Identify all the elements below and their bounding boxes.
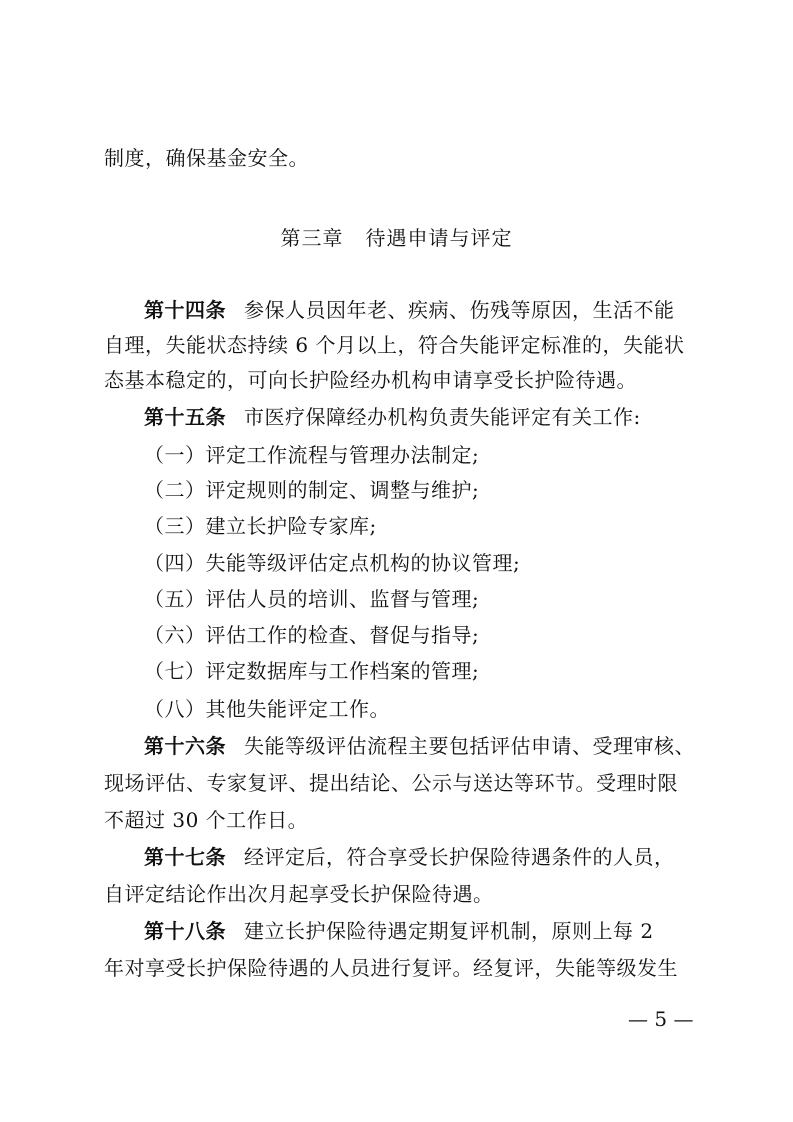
article-label: 第十七条 bbox=[144, 845, 226, 869]
text-line: 年对享受长护保险待遇的人员进行复评。经复评，失能等级发生 bbox=[104, 956, 678, 980]
page-number: — 5 — bbox=[628, 1007, 694, 1031]
list-item: （一）评定工作流程与管理办法制定; bbox=[144, 443, 480, 467]
chapter-heading bbox=[0, 226, 793, 250]
text-line: 制度，确保基金安全。 bbox=[104, 146, 309, 170]
list-item: （五）评估人员的培训、监督与管理; bbox=[144, 587, 480, 611]
list-item: （八）其他失能评定工作。 bbox=[144, 697, 390, 721]
list-item: （三）建立长护险专家库; bbox=[144, 514, 377, 538]
article-18 bbox=[144, 919, 654, 943]
article-text: 市医疗保障经办机构负责失能评定有关工作: bbox=[244, 405, 641, 429]
list-item: （四）失能等级评估定点机构的协议管理; bbox=[144, 551, 521, 575]
text-line: 现场评估、专家复评、提出结论、公示与送达等环节。受理时限 bbox=[104, 771, 678, 795]
article-15 bbox=[144, 405, 641, 429]
article-label: 第十八条 bbox=[144, 919, 226, 943]
chapter-number: 第三章 bbox=[280, 226, 344, 250]
article-16 bbox=[144, 734, 695, 758]
text-line: 态基本稳定的，可向长护险经办机构申请享受长护险待遇。 bbox=[104, 368, 637, 392]
article-text: 参保人员因年老、疾病、伤残等原因，生活不能 bbox=[244, 298, 675, 322]
list-item: （二）评定规则的制定、调整与维护; bbox=[144, 478, 480, 502]
article-14 bbox=[144, 298, 675, 322]
chapter-title: 待遇申请与评定 bbox=[365, 226, 513, 250]
list-item: （七）评定数据库与工作档案的管理; bbox=[144, 659, 480, 683]
article-17 bbox=[144, 845, 675, 869]
text-line: 自理，失能状态持续 6 个月以上，符合失能评定标准的，失能状 bbox=[104, 333, 685, 357]
article-label: 第十四条 bbox=[144, 298, 226, 322]
article-text: 建立长护保险待遇定期复评机制，原则上每 2 bbox=[244, 919, 654, 943]
article-label: 第十五条 bbox=[144, 405, 226, 429]
article-label: 第十六条 bbox=[144, 734, 226, 758]
list-item: （六）评估工作的检查、督促与指导; bbox=[144, 623, 480, 647]
article-text: 经评定后，符合享受长护保险待遇条件的人员， bbox=[244, 845, 675, 869]
text-line: 不超过 30 个工作日。 bbox=[104, 808, 309, 832]
text-line: 自评定结论作出次月起享受长护保险待遇。 bbox=[104, 882, 494, 906]
article-text: 失能等级评估流程主要包括评估申请、受理审核、 bbox=[244, 734, 695, 758]
